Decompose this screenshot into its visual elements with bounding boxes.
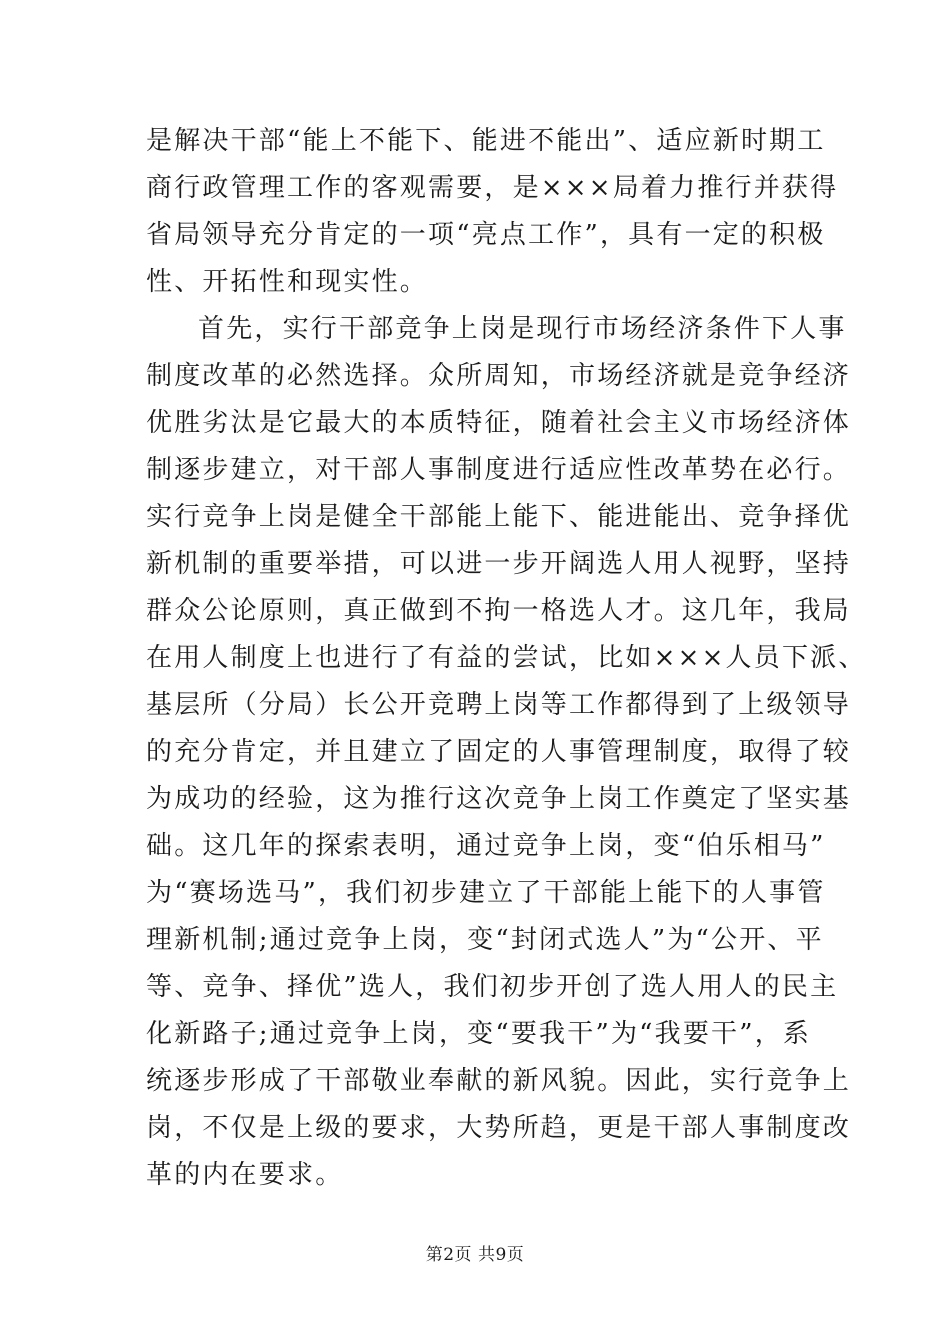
text-line: 的充分肯定，并且建立了固定的人事管理制度，取得了较	[146, 737, 852, 767]
page-number: 第2页 共9页	[425, 1245, 525, 1265]
text-line: 新机制的重要举措，可以进一步开阔选人用人视野，坚持	[146, 549, 852, 579]
text-line: 性、开拓性和现实性。	[146, 267, 429, 297]
text-line: 等、竞争、择优”选人，我们初步开创了选人用人的民主	[146, 972, 839, 1002]
text-line: 群众公论原则，真正做到不拘一格选人才。这几年，我局	[146, 596, 852, 626]
text-line: 统逐步形成了干部敬业奉献的新风貌。因此，实行竞争上	[146, 1066, 852, 1096]
text-line: 理新机制;通过竞争上岗，变“封闭式选人”为“公开、平	[146, 925, 824, 955]
text-line: 化新路子;通过竞争上岗，变“要我干”为“我要干”，系	[146, 1019, 812, 1049]
text-line: 商行政管理工作的客观需要，是×××局着力推行并获得	[146, 173, 839, 203]
text-line: 为“赛场选马”，我们初步建立了干部能上能下的人事管	[146, 878, 826, 908]
text-line: 岗，不仅是上级的要求，大势所趋，更是干部人事制度改	[146, 1113, 852, 1143]
text-line: 是解决干部“能上不能下、能进不能出”、适应新时期工	[146, 126, 826, 156]
text-line: 优胜劣汰是它最大的本质特征，随着社会主义市场经济体	[146, 408, 852, 438]
text-line: 制逐步建立，对干部人事制度进行适应性改革势在必行。	[146, 455, 852, 485]
text-line: 基层所（分局）长公开竞聘上岗等工作都得到了上级领导	[146, 690, 852, 720]
text-line: 省局领导充分肯定的一项“亮点工作”，具有一定的积极	[146, 220, 826, 250]
text-line: 实行竞争上岗是健全干部能上能下、能进能出、竞争择优	[146, 502, 852, 532]
text-line: 革的内在要求。	[146, 1160, 344, 1190]
text-line: 为成功的经验，这为推行这次竞争上岗工作奠定了坚实基	[146, 784, 852, 814]
text-line: 制度改革的必然选择。众所周知，市场经济就是竞争经济	[146, 361, 852, 391]
text-line: 础。这几年的探索表明，通过竞争上岗，变“伯乐相马”	[146, 831, 826, 861]
document-body	[146, 118, 867, 1199]
text-line: 首先，实行干部竞争上岗是现行市场经济条件下人事	[198, 314, 847, 344]
text-line: 在用人制度上也进行了有益的尝试，比如×××人员下派、	[146, 643, 867, 673]
